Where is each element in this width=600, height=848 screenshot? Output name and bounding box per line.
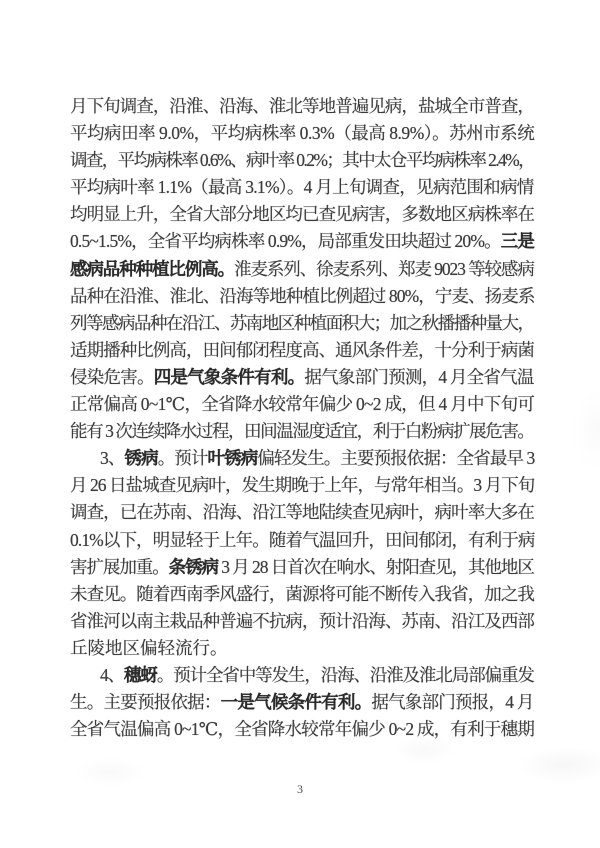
text-line	[70, 147, 534, 174]
text-segment: 列等感病品种在沿江、苏南地区种植面积大；加之秋播播种量大，	[70, 312, 534, 333]
text-line	[70, 364, 534, 391]
text-segment-bold: 一是气候条件有利。	[220, 692, 372, 713]
document-text	[70, 93, 534, 743]
text-segment: 3 月 28 日首次在响水、射阳查见，其他地区	[217, 556, 534, 577]
text-segment: 0.1%以下，明显轻于上年。随着气温回升，田间郁闭，有利于病	[70, 529, 535, 550]
text-segment: 调查，平均病株率 0.6%、病叶率 0.2%；其中太仓平均病株率 2.4%，	[70, 150, 534, 171]
text-segment-bold: 叶锈病	[207, 448, 258, 469]
text-line	[70, 418, 534, 445]
text-segment: 侵染危害。	[70, 366, 154, 387]
text-line	[70, 581, 534, 608]
text-line	[70, 499, 534, 526]
text-line	[70, 689, 534, 716]
text-line	[70, 716, 534, 743]
text-segment-bold: 条锈病	[168, 556, 218, 577]
text-segment: 0.5~1.5%，全省平均病株率 0.9%，局部重发田块超过 20%。	[70, 231, 501, 252]
text-segment: 4、	[100, 664, 125, 685]
text-line	[70, 635, 534, 662]
text-segment: 3、	[100, 448, 125, 469]
text-line	[70, 201, 534, 228]
text-line	[70, 93, 534, 120]
text-segment: 据气象部门预报，4 月	[371, 692, 534, 713]
text-segment: 平均病叶率 1.1%（最高 3.1%）。4 月上旬调查，见病范围和病情	[70, 177, 534, 198]
text-segment: 未查见。随着西南季风盛行，菌源将可能不断传入我省，加之我	[70, 583, 534, 604]
text-line	[70, 472, 534, 499]
text-segment: 适期播种比例高，田间郁闭程度高、通风条件差，十分利于病菌	[70, 339, 534, 360]
text-segment: 。预计全省中等发生，沿海、沿淮及淮北局部偏重发	[156, 664, 534, 685]
text-segment: 品种在沿淮、淮北、沿海等地种植比例超过 80%，宁麦、扬麦系	[70, 285, 535, 306]
text-segment: 偏轻发生。主要预报依据：全省最早 3	[257, 448, 535, 469]
text-line	[70, 337, 534, 364]
text-segment: 能有 3 次连续降水过程，田间温湿度适宜，利于白粉病扩展危害。	[70, 421, 534, 442]
text-segment: 月下旬调查，沿淮、沿海、淮北等地普遍见病，盐城全市普查，	[70, 96, 534, 116]
text-segment-bold: 感病品种种植比例高。	[70, 258, 235, 279]
text-segment: 均明显上升，全省大部分地区均已查见病害，多数地区病株率在	[70, 204, 534, 225]
text-segment: 平均病田率 9.0%，平均病株率 0.3%（最高 8.9%）。苏州市系统	[70, 123, 535, 144]
text-segment-bold: 四是气象条件有利。	[153, 366, 305, 387]
text-line	[70, 554, 534, 581]
text-segment: 全省气温偏高 0~1℃，全省降水较常年偏少 0~2 成，有利于穗期	[70, 719, 535, 740]
text-segment: 丘陵地区偏轻流行。	[70, 637, 228, 658]
text-line	[70, 391, 534, 418]
text-segment: 月 26 日盐城查见病叶，发生期晚于上年，与常年相当。3 月下旬	[70, 475, 535, 496]
text-segment: 淮麦系列、徐麦系列、郑麦 9023 等较感病	[234, 258, 534, 279]
text-segment: 正常偏高 0~1℃，全省降水较常年偏少 0~2 成，但 4 月中下旬可	[70, 394, 535, 415]
text-segment-bold: 穗蚜	[124, 664, 157, 685]
text-line	[70, 256, 534, 283]
text-segment-bold: 三是	[500, 231, 535, 252]
text-segment-bold: 锈病	[124, 448, 158, 469]
text-segment: 调查，已在苏南、沿海、沿江等地陆续查见病叶，病叶率大多在	[70, 502, 534, 523]
text-segment: 生。主要预报依据：	[70, 692, 221, 713]
text-line	[70, 445, 534, 472]
text-segment: 害扩展加重。	[70, 556, 169, 577]
text-line	[70, 174, 534, 201]
text-segment: 省淮河以南主栽品种普遍不抗病，预计沿海、苏南、沿江及西部	[70, 610, 534, 631]
text-line	[70, 120, 534, 147]
page-number: 3	[297, 782, 303, 796]
text-segment: 。预计	[157, 448, 208, 469]
text-line	[70, 310, 534, 337]
text-segment: 据气象部门预测，4 月全省气温	[304, 366, 534, 387]
text-line	[70, 228, 534, 255]
text-line	[70, 608, 534, 635]
text-line	[70, 527, 534, 554]
text-line	[70, 662, 534, 689]
text-line	[70, 283, 534, 310]
